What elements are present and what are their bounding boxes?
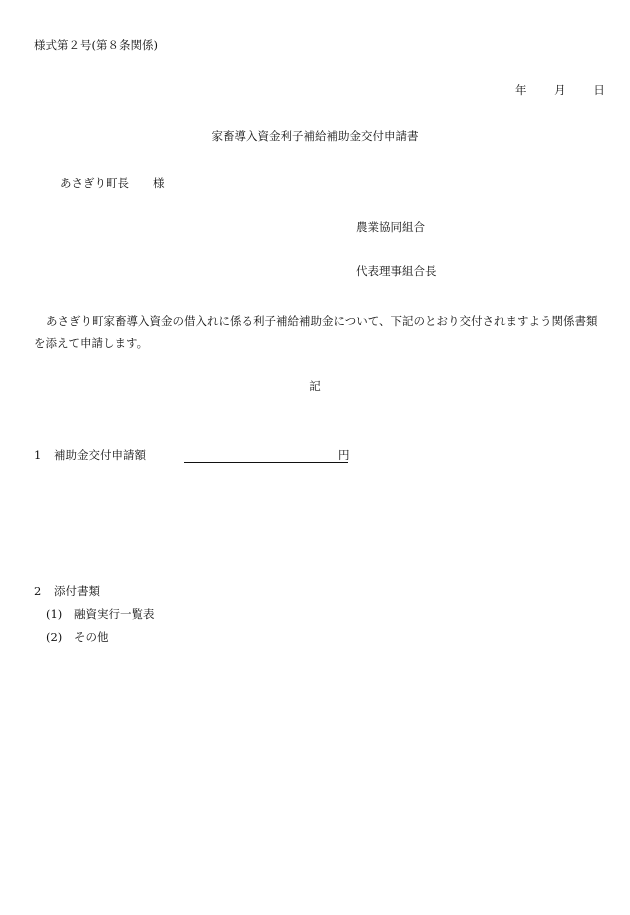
date-day-label: 日 [593, 83, 605, 97]
subitem-number: (2) [46, 630, 63, 644]
date-year-label: 年 [515, 83, 527, 97]
date-line [515, 85, 605, 97]
document-title: 家畜導入資金利子補給補助金交付申請書 [211, 129, 419, 143]
item2-label: 添付書類 [54, 584, 100, 598]
item2-number: 2 [34, 584, 42, 598]
applicant-representative: 代表理事組合長 [356, 264, 437, 278]
item1-number: 1 [34, 448, 42, 462]
addressee-name: あさぎり町長 [60, 176, 129, 190]
addressee [60, 178, 165, 190]
applicant-organization: 農業協同組合 [356, 220, 425, 234]
form-number: 様式第２号(第８条関係) [34, 38, 158, 52]
subitem-number: (1) [46, 607, 63, 621]
ki-heading: 記 [309, 379, 321, 393]
subitem-label: その他 [74, 630, 109, 644]
date-month-label: 月 [554, 83, 566, 97]
body-text: あさぎり町家畜導入資金の借入れに係る利子補給補助金について、下記のとおり交付されますよう関係書類を添えて申請します。 [34, 314, 598, 350]
amount-input-line[interactable] [184, 462, 348, 463]
item1-unit: 円 [338, 448, 350, 462]
item1-label: 補助金交付申請額 [54, 448, 146, 462]
subitem-label: 融資実行一覧表 [74, 607, 155, 621]
addressee-honorific: 様 [153, 176, 165, 190]
